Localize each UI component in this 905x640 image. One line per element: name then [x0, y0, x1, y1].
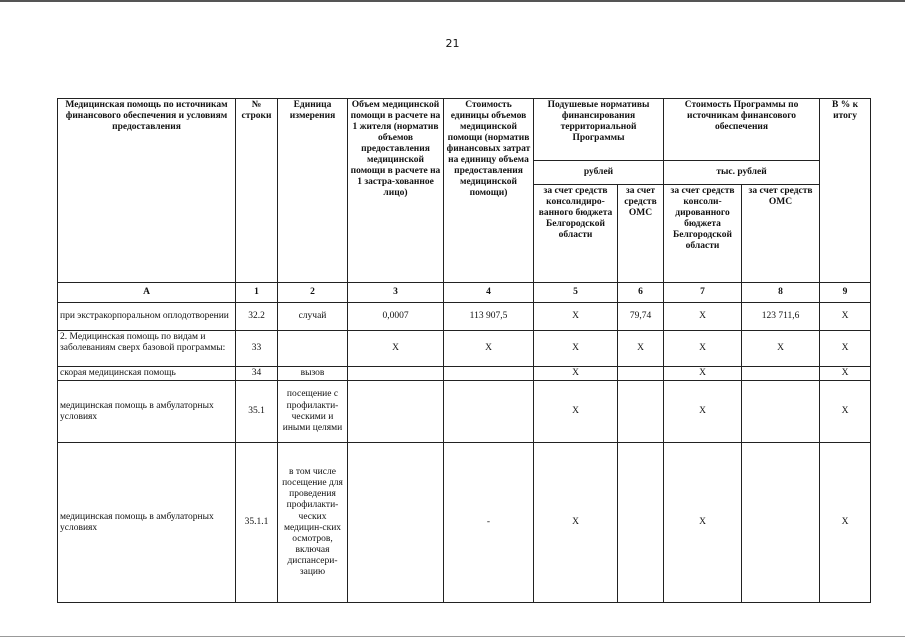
header-col-cost: Стоимость единицы объемов медицинской помощи (норматив финансовых затрат на единицу объема предоставления медицинской помощи) [444, 99, 534, 283]
header-col-program-cost: Стоимость Программы по источникам финансового обеспечения [664, 99, 820, 161]
col-number: 6 [618, 283, 664, 303]
row-volume: Х [348, 331, 444, 367]
row-percapita-oms: 79,74 [618, 303, 664, 331]
table-row [58, 303, 871, 331]
table-row [58, 381, 871, 443]
row-cost [444, 381, 534, 443]
header-col-volume: Объем медицинской помощи в расчете на 1 жителя (норматив объемов предоставления медицинской помощи в расчете на 1 застра-хованное лицо) [348, 99, 444, 283]
row-name: при экстракорпоральном оплодотворении [58, 303, 236, 331]
row-name: скорая медицинская помощь [58, 367, 236, 381]
row-percapita-oms [618, 381, 664, 443]
row-percapita-oms: Х [618, 331, 664, 367]
row-volume [348, 443, 444, 603]
row-cost-oms [742, 443, 820, 603]
row-name: 2. Медицинская помощь по видам и заболеваниям сверх базовой программы: [58, 331, 236, 367]
col-number: 9 [820, 283, 871, 303]
row-unit: в том числе посещение для проведения профилакти-ческих медицин-ских осмотров, включая диспансери-зацию [278, 443, 348, 603]
col-number: 5 [534, 283, 618, 303]
row-cost-budget: Х [664, 367, 742, 381]
row-percapita-budget: Х [534, 443, 618, 603]
col-number: 8 [742, 283, 820, 303]
row-number: 33 [236, 331, 278, 367]
row-cost: Х [444, 331, 534, 367]
row-cost: 113 907,5 [444, 303, 534, 331]
column-number-row [58, 283, 871, 303]
col-number: 4 [444, 283, 534, 303]
row-name: медицинская помощь в амбулаторных условиях [58, 443, 236, 603]
row-volume [348, 381, 444, 443]
col-number: 7 [664, 283, 742, 303]
header-col-percapita: Подушевые нормативы финансирования территориальной Программы [534, 99, 664, 161]
row-cost [444, 367, 534, 381]
row-percapita-oms [618, 367, 664, 381]
row-cost-budget: Х [664, 331, 742, 367]
row-number: 35.1.1 [236, 443, 278, 603]
row-unit: случай [278, 303, 348, 331]
table-row [58, 443, 871, 603]
scan-top-edge [0, 0, 905, 2]
row-percapita-budget: Х [534, 331, 618, 367]
header-col-unit: Единица измерения [278, 99, 348, 283]
row-unit: посещение с профилакти-ческими и иными целями [278, 381, 348, 443]
row-cost-oms: Х [742, 331, 820, 367]
header-unit-rub: рублей [534, 161, 664, 185]
header-col-no: № строки [236, 99, 278, 283]
page-number: 21 [445, 37, 460, 50]
table-row [58, 367, 871, 381]
header-sub-5: за счет средств консолидиро-ванного бюджета Белгородской области [534, 185, 618, 283]
row-percent: Х [820, 367, 871, 381]
header-col-percent: В % к итогу [820, 99, 871, 283]
row-percapita-budget: Х [534, 303, 618, 331]
header-unit-thous: тыс. рублей [664, 161, 820, 185]
row-unit: вызов [278, 367, 348, 381]
row-unit [278, 331, 348, 367]
row-volume: 0,0007 [348, 303, 444, 331]
row-cost-oms: 123 711,6 [742, 303, 820, 331]
row-name: медицинская помощь в амбулаторных условиях [58, 381, 236, 443]
row-cost-budget: Х [664, 303, 742, 331]
row-cost-budget: Х [664, 381, 742, 443]
row-percent: Х [820, 381, 871, 443]
row-volume [348, 367, 444, 381]
header-sub-6: за счет средств ОМС [618, 185, 664, 283]
row-cost: - [444, 443, 534, 603]
table-row [58, 331, 871, 367]
scan-bottom-edge [0, 636, 905, 637]
row-percapita-oms [618, 443, 664, 603]
row-percent: Х [820, 303, 871, 331]
financing-table [57, 98, 871, 603]
col-number: А [58, 283, 236, 303]
row-cost-budget: Х [664, 443, 742, 603]
header-col-a: Медицинская помощь по источникам финансового обеспечения и условиям предоставления [58, 99, 236, 283]
col-number: 2 [278, 283, 348, 303]
row-percent: Х [820, 443, 871, 603]
row-number: 35.1 [236, 381, 278, 443]
row-percapita-budget: Х [534, 381, 618, 443]
header-sub-7: за счет средств консоли-дированного бюджета Белгородской области [664, 185, 742, 283]
row-number: 32.2 [236, 303, 278, 331]
header-sub-8: за счет средств ОМС [742, 185, 820, 283]
row-cost-oms [742, 381, 820, 443]
row-number: 34 [236, 367, 278, 381]
row-percapita-budget: Х [534, 367, 618, 381]
row-percent: Х [820, 331, 871, 367]
col-number: 3 [348, 283, 444, 303]
col-number: 1 [236, 283, 278, 303]
row-cost-oms [742, 367, 820, 381]
